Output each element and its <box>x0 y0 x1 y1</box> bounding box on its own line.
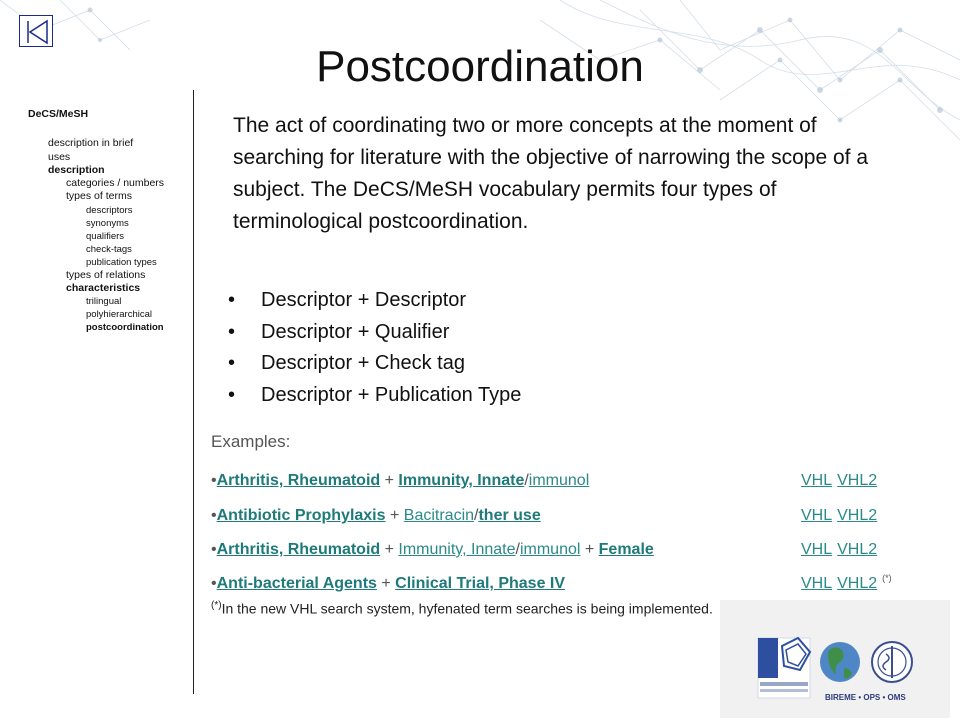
vhl2-link[interactable]: VHL2 <box>837 541 878 558</box>
sidebar-item-types-of-terms[interactable]: types of terms <box>66 190 132 203</box>
sidebar-item-synonyms[interactable]: synonyms <box>86 217 129 229</box>
sidebar-item-check-tags[interactable]: check-tags <box>86 243 132 255</box>
example-term-link[interactable]: Clinical Trial, Phase IV <box>395 575 566 592</box>
vhl-links <box>801 507 882 525</box>
sidebar-item-characteristics[interactable]: characteristics <box>66 282 141 295</box>
list-item-text: Descriptor + Descriptor <box>261 289 467 311</box>
example-separator: + <box>376 575 396 592</box>
page-title: Postcoordination <box>316 42 644 91</box>
footnote <box>211 600 713 617</box>
example-separator: • <box>211 575 217 592</box>
sidebar-item-list <box>28 137 193 334</box>
vhl2-link[interactable]: VHL2 <box>837 472 878 489</box>
sidebar-item-polyhierarchical[interactable]: polyhierarchical <box>86 309 153 321</box>
postcoordination-types-list <box>228 285 788 412</box>
example-separator: + <box>380 541 399 558</box>
example-separator: + <box>380 472 399 489</box>
example-row <box>211 541 911 559</box>
example-term-link[interactable]: Immunity, Innate <box>398 472 525 489</box>
definition-text: The act of coordinating two or more concepts at the moment of searching for literature with the objective of narrowing the scope of a subject. The DeCS/MeSH vocabulary permits four types of terminological postcoordination. <box>233 114 869 233</box>
list-item-text: Descriptor + Check tag <box>261 352 465 375</box>
example-separator: + <box>580 541 599 558</box>
example-separator: / <box>474 507 479 524</box>
vhl-link[interactable]: VHL <box>801 541 833 558</box>
sidebar-item-qualifiers[interactable]: qualifiers <box>86 230 125 242</box>
example-row <box>211 575 911 593</box>
sidebar-item-descriptors[interactable]: descriptors <box>86 204 133 216</box>
example-term-link[interactable]: Anti-bacterial Agents <box>216 575 377 592</box>
bireme-ops-oms-label: BIREME • OPS • OMS <box>825 693 906 702</box>
bullet-icon: • <box>228 384 236 407</box>
example-term-link[interactable]: Arthritis, Rheumatoid <box>216 472 381 489</box>
sidebar-heading[interactable]: DeCS/MeSH <box>28 108 89 120</box>
example-term-link[interactable]: Bacitracin <box>403 507 475 524</box>
example-separator: • <box>211 541 217 558</box>
example-term-link[interactable]: Female <box>598 541 654 558</box>
vhl-links <box>801 472 882 490</box>
vhl2-link[interactable]: VHL2 <box>837 575 878 592</box>
sidebar-nav <box>28 108 193 334</box>
example-term-link[interactable]: Antibiotic Prophylaxis <box>216 507 386 524</box>
sidebar-item-description[interactable]: description <box>48 163 105 176</box>
example-term-link[interactable]: immunol <box>519 541 581 558</box>
example-row <box>211 507 911 525</box>
sidebar-item-trilingual[interactable]: trilingual <box>86 296 122 308</box>
example-term-link[interactable]: Immunity, Innate <box>398 541 516 558</box>
example-term-link[interactable]: immunol <box>528 472 590 489</box>
bullet-icon: • <box>228 289 236 311</box>
sidebar-item-postcoordination[interactable]: postcoordination <box>86 322 164 334</box>
example-separator: / <box>515 541 520 558</box>
list-item-text: Descriptor + Qualifier <box>261 320 450 343</box>
list-item <box>228 380 788 412</box>
sidebar-item-types-of-relations[interactable]: types of relations <box>66 268 146 281</box>
vhl2-link[interactable]: VHL2 <box>837 507 878 524</box>
sidebar-item-categories-numbers[interactable]: categories / numbers <box>66 177 165 190</box>
bireme-logo <box>820 642 860 682</box>
list-item-text: Descriptor + Publication Type <box>261 384 522 407</box>
sidebar-divider <box>193 90 194 694</box>
example-term-link[interactable]: Arthritis, Rheumatoid <box>216 541 381 558</box>
example-term-link[interactable]: ther use <box>478 507 541 524</box>
sidebar-item-publication-types[interactable]: publication types <box>86 256 157 268</box>
example-separator: + <box>385 507 404 524</box>
sidebar-item-description-in-brief[interactable]: description in brief <box>48 137 134 150</box>
footnote-text: In the new VHL search system, hyfenated term searches is being implemented. <box>221 600 713 617</box>
vhl-link[interactable]: VHL <box>801 575 833 592</box>
list-item <box>228 317 788 349</box>
vhl-links <box>801 541 882 559</box>
vhl-links <box>801 575 892 593</box>
example-separator: • <box>211 507 217 524</box>
bvs-logo <box>758 638 810 698</box>
example-separator: • <box>211 472 217 489</box>
examples-label: Examples: <box>211 432 291 451</box>
list-item <box>228 285 788 317</box>
sidebar-item-uses[interactable]: uses <box>48 150 71 163</box>
list-item <box>228 348 788 380</box>
footnote-ref: (*) <box>882 573 892 583</box>
bullet-icon: • <box>228 352 236 375</box>
vhl-link[interactable]: VHL <box>801 507 833 524</box>
logo-panel <box>720 600 950 718</box>
ops-oms-logo <box>872 642 912 682</box>
example-separator: / <box>524 472 529 489</box>
footnote-mark: (*) <box>211 600 222 611</box>
example-row <box>211 472 911 490</box>
bullet-icon: • <box>228 320 236 343</box>
vhl-link[interactable]: VHL <box>801 472 833 489</box>
